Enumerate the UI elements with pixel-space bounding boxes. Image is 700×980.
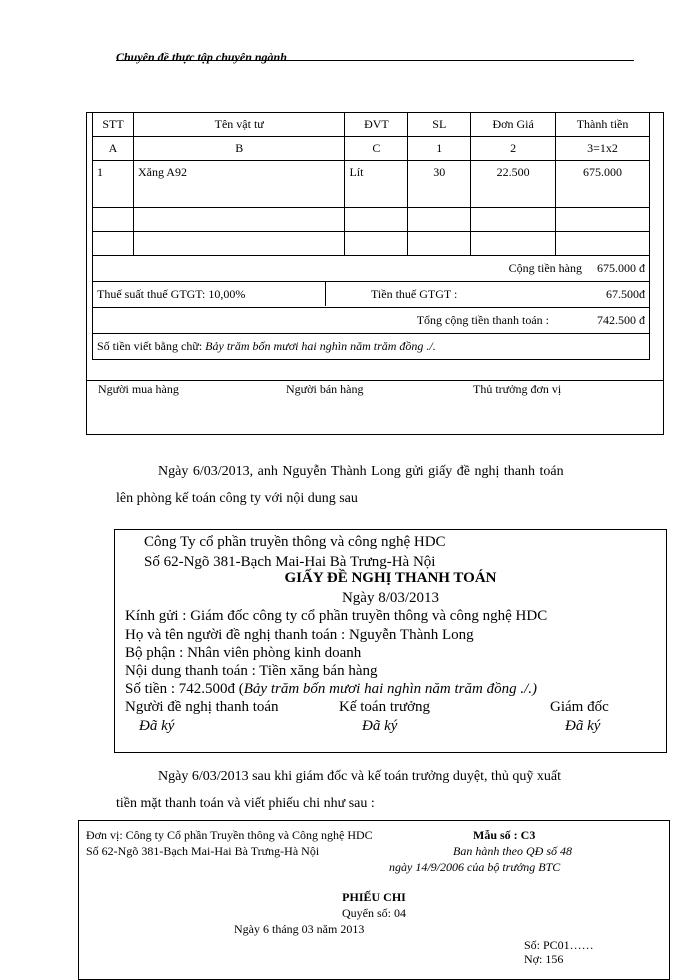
request-to: Kính gửi : Giám đốc công ty cổ phần truyền thông và công nghệ HDC [125, 608, 548, 624]
vat-amount-label: Tiền thuế GTGT : [371, 287, 458, 301]
subtotal-label: Cộng tiền hàng [508, 261, 582, 275]
request-company: Công Ty cổ phần truyền thông và công nghệ HDC [144, 534, 446, 550]
voucher-date: Ngày 6 tháng 03 năm 2013 [234, 922, 365, 936]
invoice-header-row [93, 113, 650, 137]
item-name: Xăng A92 [133, 161, 344, 208]
request-content: Nội dung thanh toán : Tiền xăng bán hàng [125, 663, 378, 679]
table-row-empty [93, 208, 650, 232]
col-header-price: Đơn Giá [471, 113, 556, 137]
letter-3: 3=1x2 [556, 137, 650, 161]
item-price: 22.500 [471, 161, 556, 208]
signer-head: Thủ trưởng đơn vị [473, 382, 562, 396]
invoice-letter-row [93, 137, 650, 161]
signer-buyer: Người mua hàng [98, 382, 179, 396]
signer-seller: Người bán hàng [286, 382, 364, 396]
paragraph1-line1: Ngày 6/03/2013, anh Nguyễn Thành Long gửi giấy đề nghị thanh toán [158, 464, 564, 479]
vat-row [93, 282, 650, 308]
request-sig-requester: Người đề nghị thanh toán [125, 699, 279, 715]
request-amount-words: Bảy trăm bốn mươi hai nghìn năm trăm đồng ./.) [243, 681, 538, 697]
letter-1: 1 [408, 137, 471, 161]
paragraph2-line2: tiền mặt thanh toán và viết phiếu chi như sau : [116, 796, 375, 811]
request-requester: Họ và tên người đề nghị thanh toán : Nguyễn Thành Long [125, 627, 474, 643]
voucher-form-no: Mẫu số : C3 [473, 828, 536, 842]
voucher-title: PHIẾU CHI [342, 890, 406, 904]
voucher-unit: Đơn vị: Công ty Cổ phần Truyền thông và Công nghệ HDC [86, 828, 373, 842]
words-label: Số tiền viết bằng chữ: [97, 339, 203, 353]
col-header-stt: STT [93, 113, 134, 137]
request-signed-3: Đã ký [565, 718, 601, 734]
letter-c: C [345, 137, 408, 161]
paragraph1-line2: lên phòng kế toán công ty với nội dung sau [116, 491, 358, 506]
voucher-debit: Nợ: 156 [524, 952, 564, 966]
voucher-number: Số: PC01…… [524, 938, 594, 952]
invoice-table [92, 112, 650, 360]
item-amount: 675.000 [556, 161, 650, 208]
words-value: Bảy trăm bốn mươi hai nghìn năm trăm đồng ./. [205, 339, 436, 353]
request-address: Số 62-Ngõ 381-Bạch Mai-Hai Bà Trưng-Hà Nội [144, 554, 436, 570]
vat-rate: Thuế suất thuế GTGT: 10,00% [93, 282, 326, 306]
table-row [93, 161, 650, 208]
request-sig-director: Giám đốc [550, 699, 609, 715]
request-title: GIẤY ĐỀ NGHỊ THANH TOÁN [284, 570, 497, 586]
header-rule [116, 60, 634, 61]
subtotal-row [93, 256, 650, 282]
item-stt: 1 [93, 161, 134, 208]
vat-amount-value: 67.500đ [606, 287, 645, 301]
subtotal-value: 675.000 đ [597, 261, 645, 275]
amount-in-words-row [93, 334, 650, 360]
voucher-book: Quyển số: 04 [342, 906, 406, 920]
request-department: Bộ phận : Nhân viên phòng kinh doanh [125, 645, 362, 661]
total-row [93, 308, 650, 334]
signer-divider [86, 380, 664, 381]
request-signed-2: Đã ký [362, 718, 398, 734]
paragraph2-line1: Ngày 6/03/2013 sau khi giám đốc và kế toán trưởng duyệt, thủ quỹ xuất [158, 769, 562, 784]
table-row-empty [93, 232, 650, 256]
col-header-unit: ĐVT [345, 113, 408, 137]
request-signed-1: Đã ký [139, 718, 175, 734]
request-amount-label: Số tiền : 742.500đ ( [125, 681, 244, 697]
total-value: 742.500 đ [597, 313, 645, 327]
col-header-name: Tên vật tư [133, 113, 344, 137]
page-header-title: Chuyên đề thực tập chuyên ngành [116, 50, 287, 64]
request-date: Ngày 8/03/2013 [341, 590, 440, 606]
letter-b: B [133, 137, 344, 161]
request-sig-chief-accountant: Kế toán trưởng [339, 699, 431, 715]
col-header-qty: SL [408, 113, 471, 137]
total-label: Tổng cộng tiền thanh toán : [416, 313, 549, 327]
col-header-amount: Thành tiền [556, 113, 650, 137]
voucher-decision-1: Ban hành theo QĐ số 48 [453, 844, 572, 858]
voucher-decision-2: ngày 14/9/2006 của bộ trưởng BTC [389, 860, 561, 874]
voucher-address: Số 62-Ngõ 381-Bạch Mai-Hai Bà Trưng-Hà Nội [86, 844, 320, 858]
item-unit: Lít [345, 161, 408, 208]
letter-a: A [93, 137, 134, 161]
item-qty: 30 [408, 161, 471, 208]
letter-2: 2 [471, 137, 556, 161]
